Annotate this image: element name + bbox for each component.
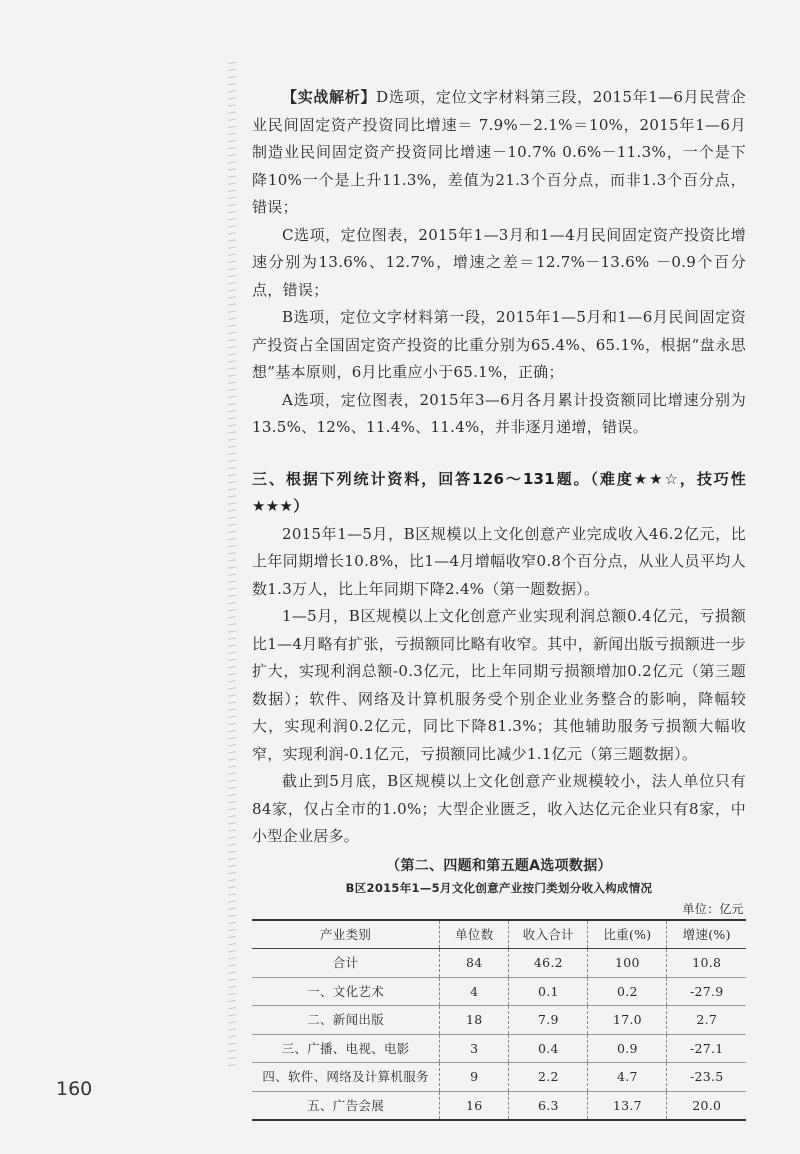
analysis-label: 【实战解析】: [282, 88, 377, 106]
cell-category: 一、文化艺术: [252, 977, 440, 1006]
analysis-option-c: C选项，定位图表，2015年1—3月和1—4月民间固定资产投资比增速分别为13.6%、12.7%，增速之差＝12.7%－13.6% －0.9个百分点，错误；: [252, 225, 746, 299]
table-title: B区2015年1—5月文化创意产业按门类划分收入构成情况: [345, 880, 653, 895]
header-units: 单位数: [440, 920, 509, 949]
cell-units: 9: [440, 1063, 509, 1092]
cell-units: 4: [440, 977, 509, 1006]
cell-units: 18: [440, 1006, 509, 1035]
section-paragraph-1: 2015年1—5月，B区规模以上文化创意产业完成收入46.2亿元，比上年同期增长10.8%，比1—4月增幅收窄0.8个百分点，从业人员平均人数1.3万人，比上年同期下降2.4%（第一题数据）。: [252, 524, 746, 598]
table-header-row: [252, 920, 746, 949]
table-row: [252, 1006, 746, 1035]
analysis-option-d-text: D选项，定位文字材料第三段，2015年1—6月民营企业民间固定资产投资同比增速＝ 7.9%－2.1%＝10%，2015年1—6月制造业民间固定资产投资同比增速－10.7% 0.6%－11.3%，一个是下降10%一个是上升11.3%，差值为21.3个百分点，而非1.3个百分点，错误；: [252, 88, 746, 216]
cell-category: 合计: [252, 949, 440, 978]
cell-share: 17.0: [588, 1006, 667, 1035]
header-share: 比重(%): [588, 920, 667, 949]
section-paragraph-3: 截止到5月底，B区规模以上文化创意产业规模较小，法人单位只有84家，仅占全市的1.0%；大型企业匮乏，收入达亿元企业只有8家，中小型企业居多。: [252, 772, 746, 845]
cell-share: 100: [588, 949, 667, 978]
analysis-option-d: [252, 84, 746, 222]
cell-share: 0.2: [588, 977, 667, 1006]
cell-growth: 10.8: [667, 949, 746, 978]
cell-revenue: 0.4: [509, 1034, 588, 1063]
cell-growth: -27.1: [667, 1034, 746, 1063]
header-revenue: 收入合计: [509, 920, 588, 949]
table-caption: （第二、四题和第五题A选项数据）: [386, 857, 612, 874]
cell-category: 五、广告会展: [252, 1091, 440, 1120]
cell-growth: -23.5: [667, 1063, 746, 1092]
cell-units: 3: [440, 1034, 509, 1063]
section-title: 三、根据下列统计资料，回答126～131题。（难度★★☆，技巧性★★★）: [252, 469, 746, 515]
cell-growth: -27.9: [667, 977, 746, 1006]
cell-revenue: 0.1: [509, 977, 588, 1006]
cell-growth: 20.0: [667, 1091, 746, 1120]
section-paragraph-2: 1—5月，B区规模以上文化创意产业实现利润总额0.4亿元，亏损额比1—4月略有扩张，亏损额同比略有收窄。其中，新闻出版亏损额进一步扩大，实现利润总额-0.3亿元，比上年同期亏损额增加0.2亿元（第三题数据）；软件、网络及计算机服务受个别企业业务整合的影响，降幅较大，实现利润0.2亿元，同比下降81.3%；其他辅助服务亏损额大幅收窄，实现利润-0.1亿元，亏损额同比减少1.1亿元（第三题数据）。: [252, 607, 746, 763]
cell-share: 13.7: [588, 1091, 667, 1120]
page-content: [252, 84, 746, 1121]
cell-share: 0.9: [588, 1034, 667, 1063]
analysis-option-a: A选项，定位图表，2015年3—6月各月累计投资额同比增速分别为13.5%、12%、11.4%、11.4%，并非逐月递增，错误。: [252, 390, 746, 436]
revenue-table: [252, 919, 746, 1122]
table-row: [252, 1063, 746, 1092]
analysis-option-b: B选项，定位文字材料第一段，2015年1—5月和1—6月民间固定资产投资占全国固定资产投资的比重分别为65.4%、65.1%，根据“盘永思想”基本原则，6月比重应小于65.1%，正确；: [252, 308, 746, 381]
cell-revenue: 46.2: [509, 949, 588, 978]
cell-units: 84: [440, 949, 509, 978]
header-category: 产业类别: [252, 920, 440, 949]
cell-units: 16: [440, 1091, 509, 1120]
table-row: [252, 1034, 746, 1063]
cell-share: 4.7: [588, 1063, 667, 1092]
table-row: [252, 949, 746, 978]
page-edge-decoration: [228, 60, 236, 1070]
cell-revenue: 6.3: [509, 1091, 588, 1120]
table-row: [252, 1091, 746, 1120]
cell-growth: 2.7: [667, 1006, 746, 1035]
cell-category: 三、广播、电视、电影: [252, 1034, 440, 1063]
cell-category: 二、新闻出版: [252, 1006, 440, 1035]
cell-revenue: 2.2: [509, 1063, 588, 1092]
page-number: 160: [56, 1078, 93, 1100]
table-row: [252, 977, 746, 1006]
table-unit: 单位：亿元: [682, 901, 744, 916]
header-growth: 增速(%): [667, 920, 746, 949]
cell-category: 四、软件、网络及计算机服务: [252, 1063, 440, 1092]
cell-revenue: 7.9: [509, 1006, 588, 1035]
